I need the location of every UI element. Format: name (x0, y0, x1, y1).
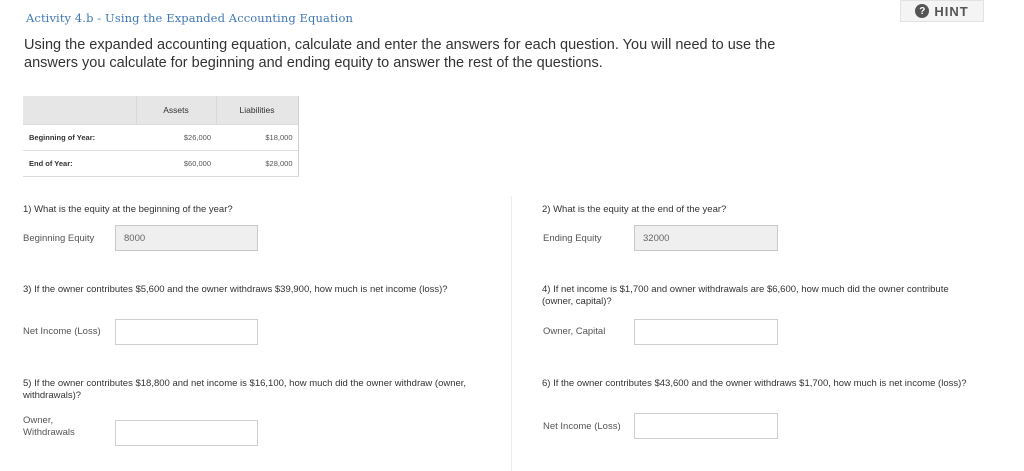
column-divider (511, 196, 512, 471)
beginning-equity-label: Beginning Equity (23, 233, 95, 244)
activity-title: Activity 4.b - Using the Expanded Accounting Equation (26, 11, 353, 25)
hint-button[interactable] (900, 0, 984, 22)
question-6: 6) If the owner contributes $43,600 and the owner withdraws $1,700, how much is net income (loss)? (542, 378, 967, 389)
liabilities-value: $28,000 (216, 150, 298, 176)
owner-capital-input[interactable] (634, 319, 778, 345)
assets-value: $26,000 (136, 124, 216, 150)
question-circle-icon: ? (915, 4, 929, 18)
net-income-input-2[interactable] (634, 413, 778, 439)
question-3: 3) If the owner contributes $5,600 and the owner withdraws $39,900, how much is net income (loss)? (23, 284, 448, 295)
net-income-label: Net Income (Loss) (23, 326, 101, 337)
table-header-assets: Assets (136, 96, 216, 124)
liabilities-value: $18,000 (216, 124, 298, 150)
table-header-row (23, 96, 298, 124)
table-row (23, 124, 298, 150)
question-1: 1) What is the equity at the beginning of the year? (23, 204, 233, 215)
owner-withdrawals-input[interactable] (115, 420, 258, 446)
question-5: 5) If the owner contributes $18,800 and net income is $16,100, how much did the owner withdraw (owner, withdrawals)? (23, 378, 467, 401)
row-label: Beginning of Year: (23, 124, 136, 150)
table-row (23, 150, 298, 176)
question-4: 4) If net income is $1,700 and owner withdrawals are $6,600, how much did the owner contribute (owner, capital)? (542, 284, 949, 307)
net-income-label-2: Net Income (Loss) (543, 421, 621, 432)
accounting-table (23, 96, 299, 177)
beginning-equity-input[interactable] (115, 225, 258, 251)
hint-label: HINT (934, 3, 969, 19)
instructions: Using the expanded accounting equation, calculate and enter the answers for each question. You will need to use the answers you calculate for beginning and ending equity to answer the rest of the questions. (24, 37, 776, 71)
net-income-input[interactable] (115, 319, 258, 345)
ending-equity-label: Ending Equity (543, 233, 602, 244)
owner-withdrawals-label: Owner, Withdrawals (23, 415, 75, 438)
table-header-liabilities: Liabilities (216, 96, 298, 124)
row-label: End of Year: (23, 150, 136, 176)
table-header-blank (23, 96, 136, 124)
assets-value: $60,000 (136, 150, 216, 176)
owner-capital-label: Owner, Capital (543, 326, 606, 337)
ending-equity-input[interactable] (634, 225, 778, 251)
question-2: 2) What is the equity at the end of the year? (542, 204, 727, 215)
